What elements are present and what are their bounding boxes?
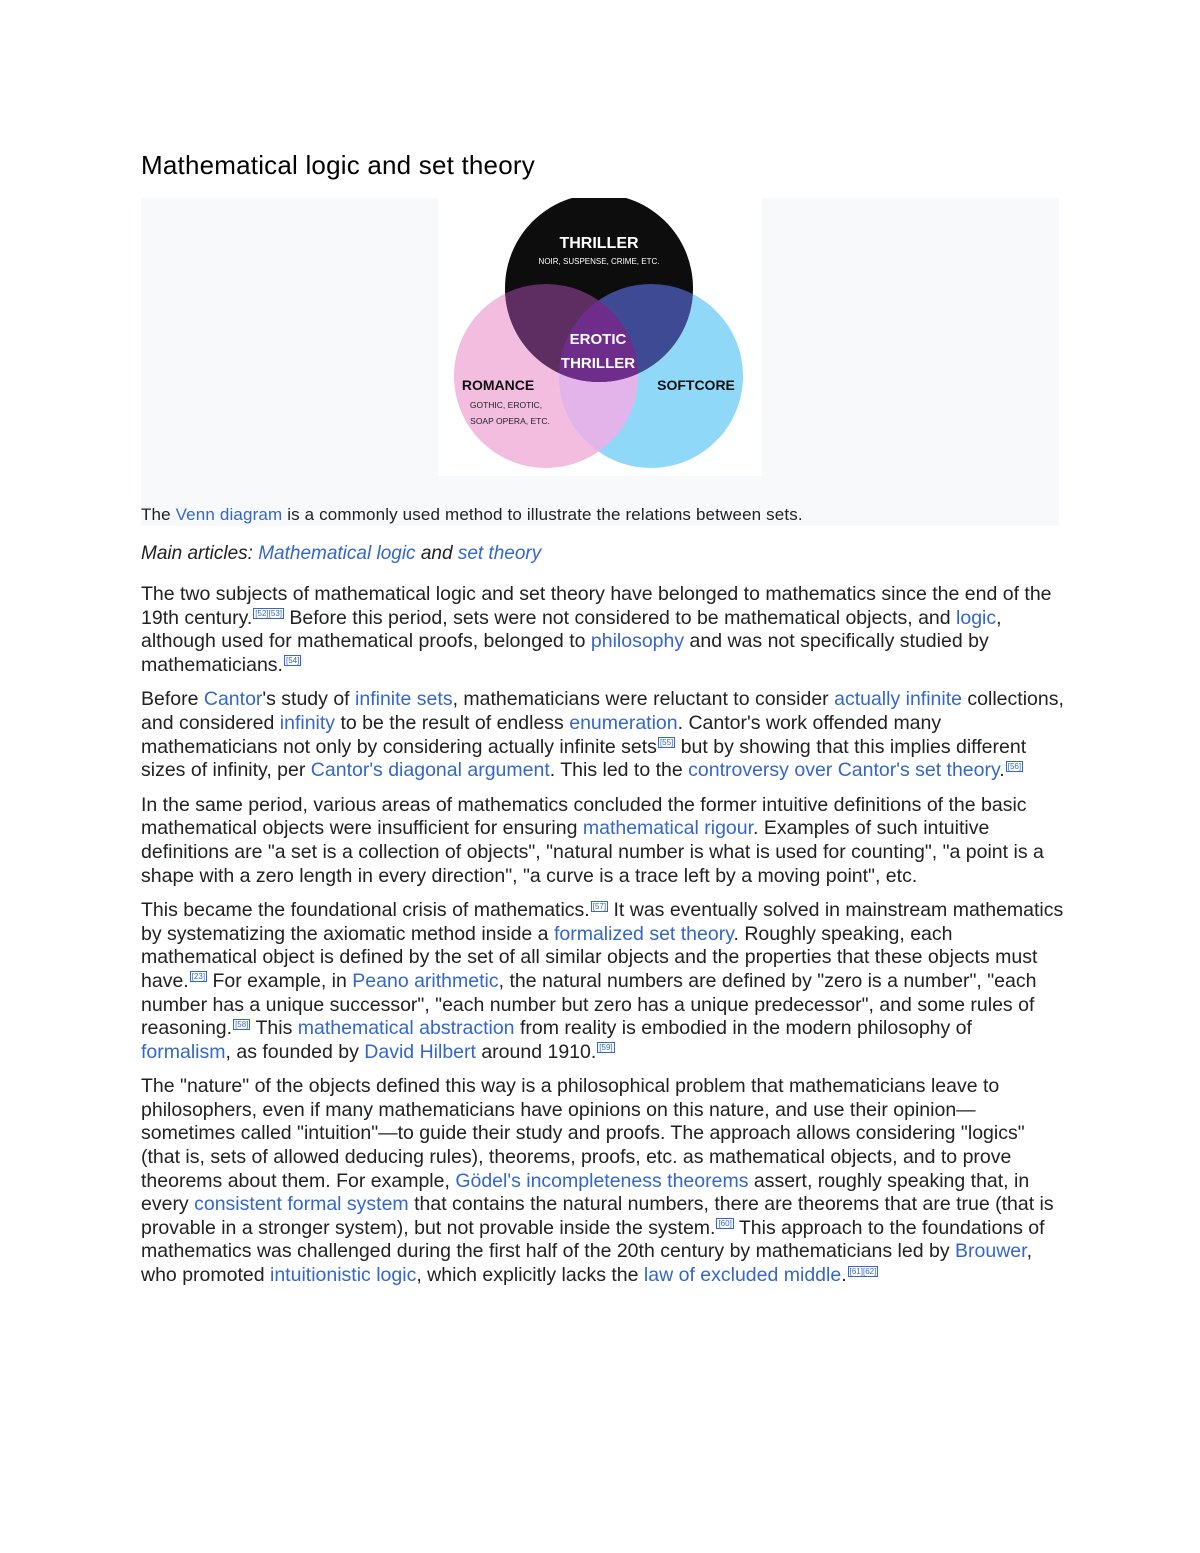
center-label-2: THRILLER <box>560 355 636 372</box>
set-theory-link[interactable]: set theory <box>457 543 542 564</box>
paragraph-4 <box>141 899 1066 1064</box>
text: , although used for mathematical proofs, belonged to <box>141 606 1002 653</box>
actually-infinite-link[interactable]: actually infinite <box>834 688 962 711</box>
intuitionistic-logic-link[interactable]: intuitionistic logic <box>270 1264 417 1287</box>
text: . Roughly speaking, each mathematical object is defined by the set of all similar objects and the properties that these objects must have. <box>141 922 1038 992</box>
controversy-link[interactable]: controversy over Cantor's set theory <box>688 759 1000 782</box>
mathematical-logic-link[interactable]: Mathematical logic <box>258 543 416 564</box>
text: The two subjects of mathematical logic and set theory have belonged to mathematics since the end of the 19th century. <box>141 583 1052 629</box>
caption-text: is a commonly used method to illustrate the relations between sets. <box>282 505 803 524</box>
venn-diagram-image[interactable] <box>438 198 762 476</box>
text: around 1910. <box>475 1040 597 1063</box>
cantors-diagonal-argument-link[interactable]: Cantor's diagonal argument <box>310 759 550 782</box>
paragraph-5 <box>141 1075 1066 1287</box>
main-articles-hatnote <box>141 543 541 565</box>
text: , mathematicians were reluctant to consider <box>452 688 835 711</box>
softcore-label: SOFTCORE <box>657 377 735 393</box>
text: , the natural numbers are defined by "zero is a number", "each number has a unique successor", "each number but zero has a unique predecessor", and some rules of reasoning. <box>141 969 1037 1040</box>
logic-link[interactable]: logic <box>956 606 997 629</box>
consistent-formal-system-link[interactable]: consistent formal system <box>194 1193 409 1216</box>
citation-ref[interactable]: [52][53] <box>255 609 282 619</box>
paragraph-1 <box>141 583 1066 677</box>
text: to be the result of endless <box>335 711 570 734</box>
caption-text: The <box>141 505 176 524</box>
citation-ref[interactable]: [56] <box>1007 761 1022 771</box>
formalism-link[interactable]: formalism <box>141 1040 226 1063</box>
text: assert, roughly speaking that, in every <box>141 1169 1030 1216</box>
text: Before <box>141 688 204 711</box>
text: that contains the natural numbers, there are theorems that are true (that is provable in a stronger system), but not provable inside the system. <box>141 1193 1054 1239</box>
figure <box>141 198 1059 526</box>
romance-sublabel-1: GOTHIC, EROTIC, <box>469 400 543 410</box>
text: , which explicitly lacks the <box>416 1264 644 1287</box>
citation-ref[interactable]: [57] <box>592 901 607 911</box>
text: collections, and considered <box>141 688 1064 734</box>
thriller-sublabel: NOIR, SUSPENSE, CRIME, ETC. <box>538 257 660 266</box>
text: and was not specifically studied by mathematicians. <box>141 630 989 676</box>
philosophy-link[interactable]: philosophy <box>590 630 685 653</box>
text: . <box>841 1264 847 1287</box>
thriller-label: THRILLER <box>559 235 639 252</box>
hatnote-prefix: Main articles: <box>141 543 259 564</box>
text: , who promoted <box>141 1240 1032 1287</box>
david-hilbert-link[interactable]: David Hilbert <box>364 1040 476 1063</box>
cantor-link[interactable]: Cantor <box>203 688 263 711</box>
citation-ref[interactable]: [59] <box>599 1043 613 1053</box>
article-body <box>141 583 1066 1299</box>
formalized-set-theory-link[interactable]: formalized set theory <box>553 922 734 945</box>
text: This became the foundational crisis of mathematics. <box>141 899 590 922</box>
text: It was eventually solved in mainstream mathematics by systematizing the axiomatic method inside a <box>141 899 1064 945</box>
infinity-link[interactable]: infinity <box>279 711 336 734</box>
venn-diagram <box>438 198 762 476</box>
text: The "nature" of the objects defined this way is a philosophical problem that mathematicians leave to philosophers, even if many mathematicians have opinions on this nature, and use their opinion—sometimes called "intuition"—to guide their study and proofs. The approach allows considering "logics" (that is, sets of allowed deducing rules), theorems, proofs, etc. as mathematical objects, and to prove theorems about them. For example, <box>141 1075 1025 1192</box>
mathematical-rigour-link[interactable]: mathematical rigour <box>582 817 754 840</box>
law-of-excluded-middle-link[interactable]: law of excluded middle <box>643 1264 842 1287</box>
citation-ref[interactable]: [23] <box>191 972 206 982</box>
text: Before this period, sets were not considered to be mathematical objects, and <box>283 606 957 629</box>
text: 's study of <box>262 688 356 711</box>
text: . This led to the <box>549 759 689 782</box>
figure-caption <box>141 505 803 525</box>
godel-incompleteness-link[interactable]: Gödel's incompleteness theorems <box>455 1169 749 1192</box>
text: . Cantor's work offended many mathematicians not only by considering actually infinite sets <box>141 711 942 758</box>
hatnote-and: and <box>415 543 458 564</box>
paragraph-2 <box>141 688 1066 782</box>
text: This approach to the foundations of mathematics was challenged during the first half of the 20th century by mathematicians led by <box>141 1216 1045 1263</box>
text: . Examples of such intuitive definitions are "a set is a collection of objects", "natural number is what is used for counting", "a point is a shape with a zero length in every direction", "a curve is a trace left by a moving point", etc. <box>141 817 1044 887</box>
peano-arithmetic-link[interactable]: Peano arithmetic <box>352 969 499 992</box>
mathematical-abstraction-link[interactable]: mathematical abstraction <box>297 1017 515 1040</box>
text: This <box>250 1017 298 1040</box>
venn-diagram-link[interactable]: Venn diagram <box>175 505 283 524</box>
text: from reality is embodied in the modern philosophy of <box>514 1017 972 1040</box>
citation-ref[interactable]: [54] <box>285 656 300 666</box>
text: but by showing that this implies different sizes of infinity, per <box>141 735 1027 782</box>
citation-ref[interactable]: [61][62] <box>849 1266 877 1276</box>
citation-ref[interactable]: [60] <box>718 1219 732 1229</box>
brouwer-link[interactable]: Brouwer <box>955 1240 1027 1263</box>
romance-sublabel-2: SOAP OPERA, ETC. <box>470 416 550 426</box>
enumeration-link[interactable]: enumeration <box>569 711 678 734</box>
citation-ref[interactable]: [58] <box>235 1019 249 1029</box>
romance-label: ROMANCE <box>461 377 535 393</box>
section-heading: Mathematical logic and set theory <box>141 150 535 180</box>
infinite-sets-link[interactable]: infinite sets <box>355 688 453 711</box>
text: . <box>999 759 1005 782</box>
text: In the same period, various areas of mathematics concluded the former intuitive definitions of the basic mathematical objects were insufficient for ensuring <box>141 793 1027 840</box>
text: For example, in <box>207 969 353 992</box>
center-label-1: EROTIC <box>569 331 627 348</box>
text: , as founded by <box>225 1040 365 1063</box>
citation-ref[interactable]: [55] <box>659 738 674 748</box>
paragraph-3 <box>141 794 1066 888</box>
